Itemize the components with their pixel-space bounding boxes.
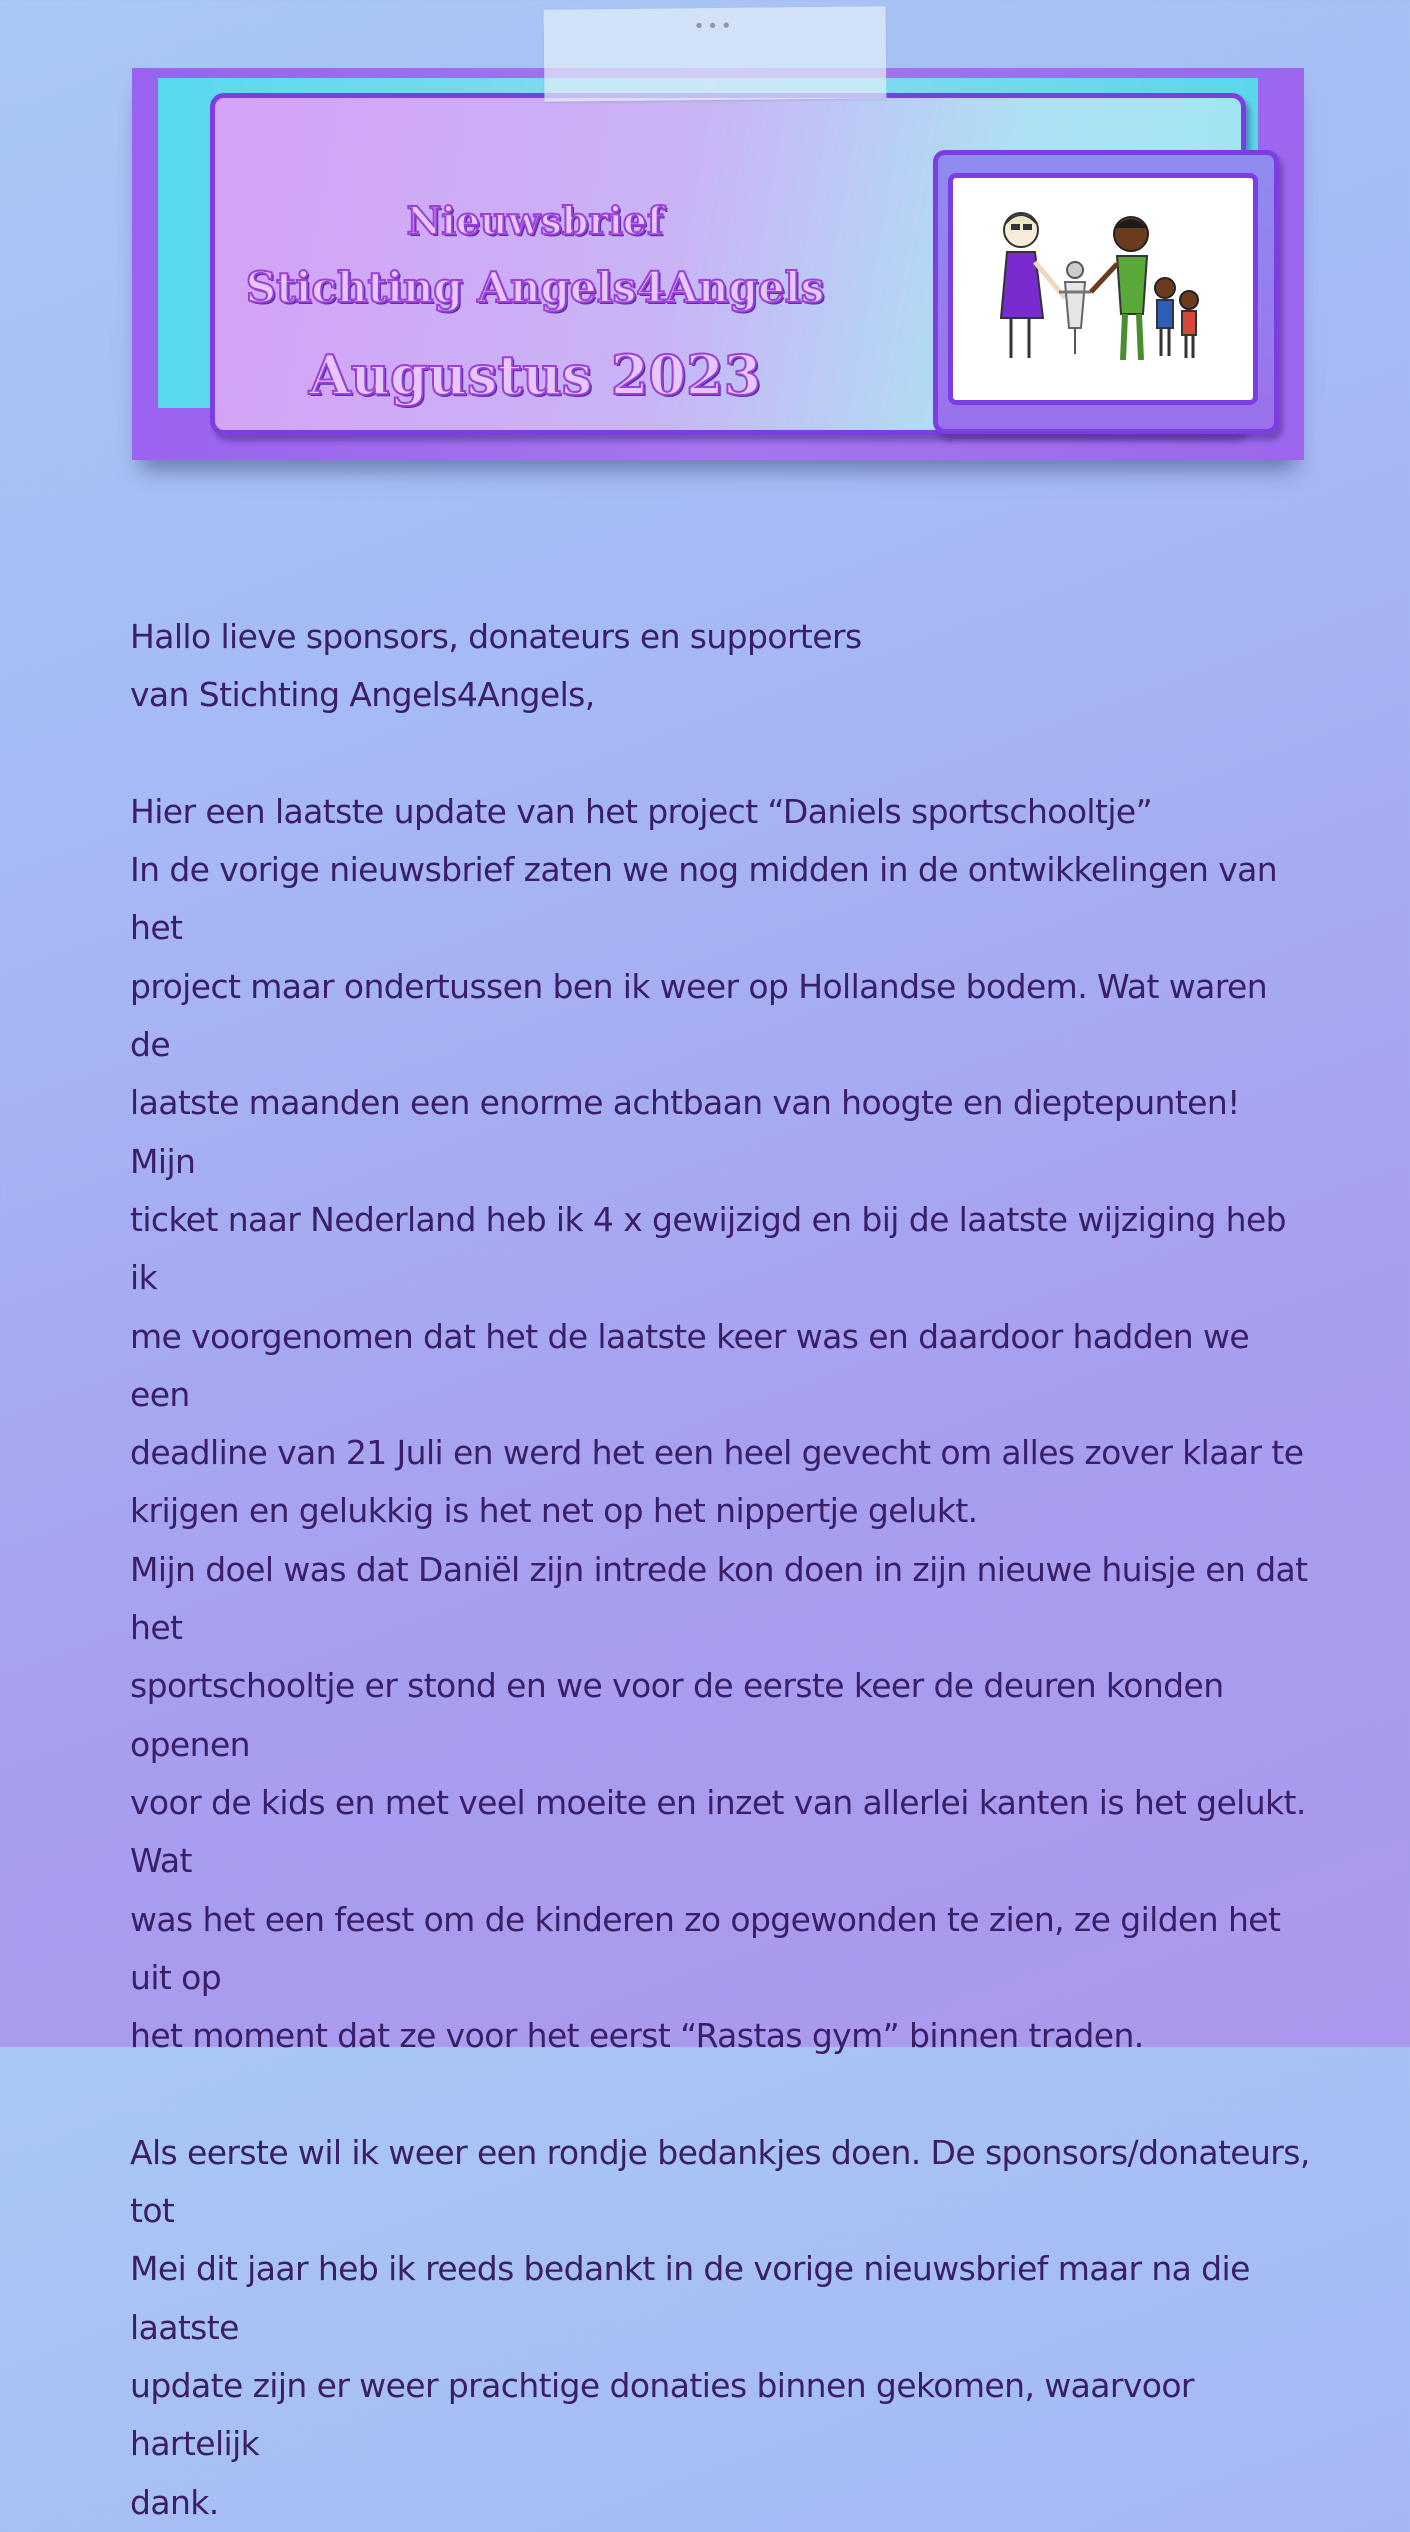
letter-line: project maar ondertussen ben ik weer op Hollandse bodem. Wat waren de xyxy=(130,966,1268,1065)
letter-line: voor de kids en met veel moeite en inzet van allerlei kanten is het gelukt. Wat xyxy=(130,1782,1306,1881)
banner-title-date: Augustus 2023 xyxy=(308,343,762,407)
paragraph-gap xyxy=(130,2065,1310,2123)
family-drawing-icon xyxy=(953,178,1253,400)
family-illustration xyxy=(948,173,1258,405)
letter-line: Als eerste wil ik weer een rondje bedankjes doen. De sponsors/donateurs, tot xyxy=(130,2132,1310,2231)
letter-line: laatste maanden een enorme achtbaan van hoogte en dieptepunten! Mijn xyxy=(130,1083,1240,1181)
banner-title-newsletter: Nieuwsbrief xyxy=(406,198,664,243)
letter-body xyxy=(130,608,1310,2532)
letter-line: update zijn er weer prachtige donaties binnen gekomen, waarvoor hartelijk xyxy=(130,2365,1194,2464)
paragraph-gap xyxy=(130,725,1310,783)
letter-line: Mei dit jaar heb ik reeds bedankt in de vorige nieuwsbrief maar na die laatste xyxy=(130,2249,1250,2347)
letter-line: was het een feest om de kinderen zo opgewonden te zien, ze gilden het uit op xyxy=(130,1899,1281,1997)
child-figure-icon xyxy=(1155,278,1198,358)
letter-line: het moment dat ze voor het eerst “Rastas gym” binnen traden. xyxy=(130,2016,1144,2056)
letter-line: In de vorige nieuwsbrief zaten we nog midden in de ontwikkelingen van het xyxy=(130,850,1278,948)
banner-panel xyxy=(210,93,1246,435)
tape-strip xyxy=(544,6,887,102)
woman-figure-icon xyxy=(1001,213,1065,358)
greeting-line: Hallo lieve sponsors, donateurs en supporters xyxy=(130,617,862,656)
logo-frame xyxy=(933,150,1279,434)
doll-figure-icon xyxy=(1059,262,1091,354)
header-banner xyxy=(132,68,1304,460)
letter-line: dank. xyxy=(130,2482,219,2522)
letter-line: Hier een laatste update van het project “Daniels sportschooltje” xyxy=(130,791,1153,831)
man-figure-icon xyxy=(1091,217,1148,360)
letter-line: krijgen en gelukkig is het net op het nippertje gelukt. xyxy=(130,1491,978,1531)
letter-line: Mijn doel was dat Daniël zijn intrede kon doen in zijn nieuwe huisje en dat het xyxy=(130,1549,1308,1648)
greeting-line: van Stichting Angels4Angels, xyxy=(130,675,595,715)
letter-line: me voorgenomen dat het de laatste keer was en daardoor hadden we een xyxy=(130,1316,1250,1414)
letter-line: sportschooltje er stond en we voor de eerste keer de deuren konden openen xyxy=(130,1666,1224,1764)
banner-title-foundation: Stichting Angels4Angels xyxy=(245,263,825,312)
letter-line: deadline van 21 Juli en werd het een heel gevecht om alles zover klaar te xyxy=(130,1433,1304,1473)
tape-dots: ••• xyxy=(693,15,735,38)
letter-line: ticket naar Nederland heb ik 4 x gewijzigd en bij de laatste wijziging heb ik xyxy=(130,1199,1287,1298)
